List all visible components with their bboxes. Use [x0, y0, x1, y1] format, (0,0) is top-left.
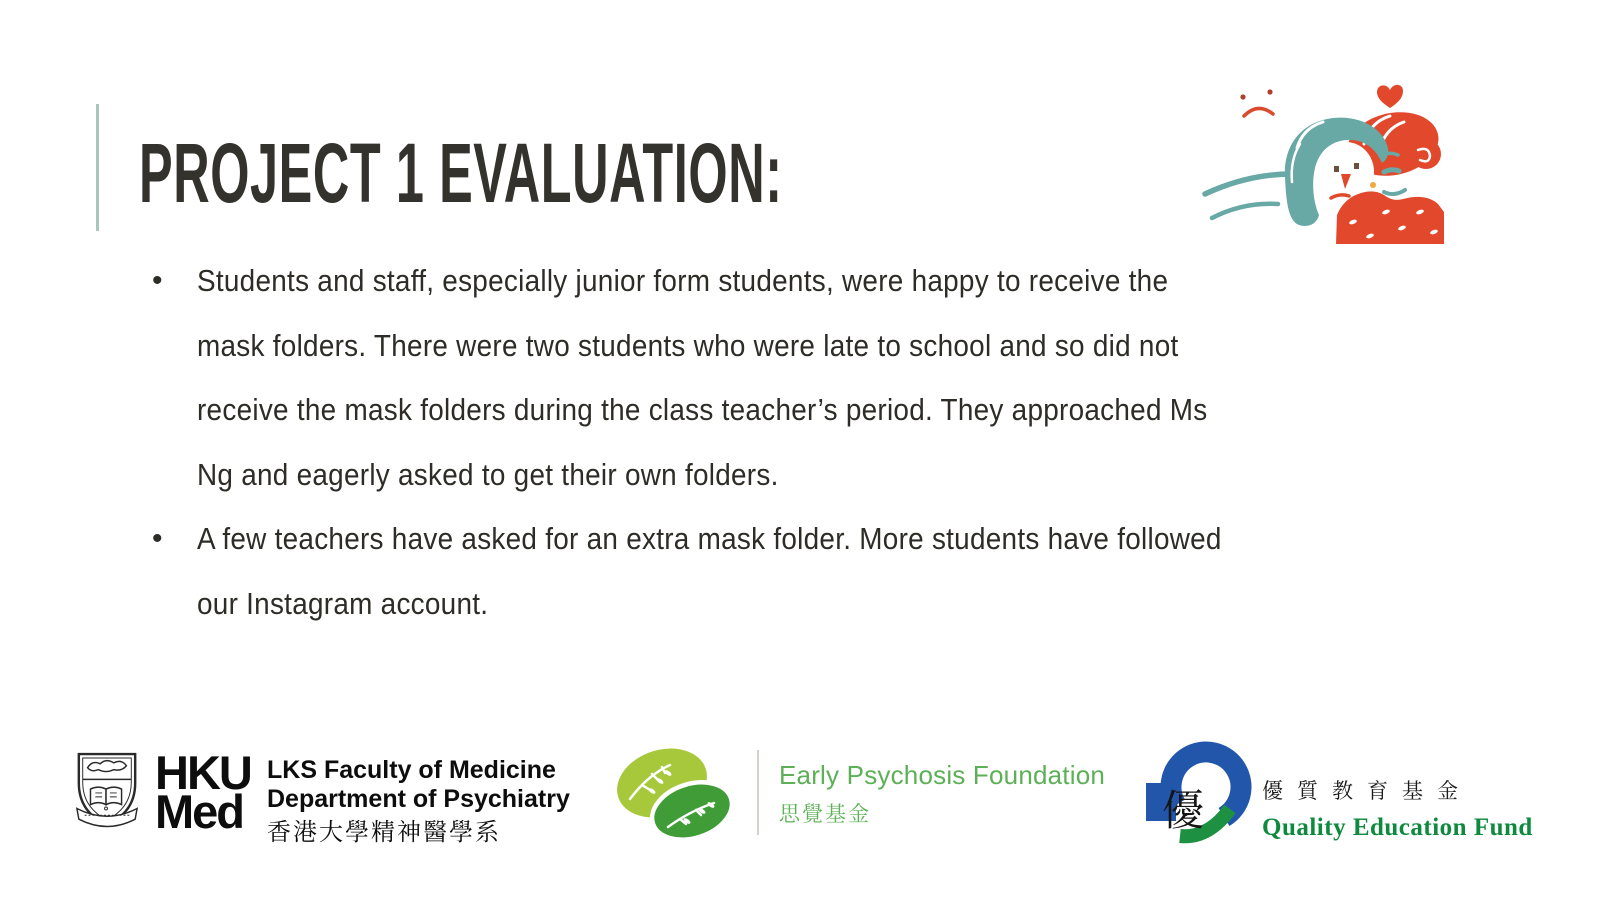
- hku-dept-line1: LKS Faculty of Medicine: [267, 756, 556, 784]
- title-accent-bar: [96, 104, 99, 231]
- bullet-item: [152, 507, 1336, 636]
- qef-name-en: Quality Education Fund: [1262, 814, 1533, 841]
- slide-title: PROJECT 1 EVALUATION:: [139, 126, 783, 220]
- bullet-line: mask folders. There were two students who were late to school and so did not: [197, 327, 1179, 363]
- epf-text-block: [779, 760, 1105, 828]
- epf-brain-icon: [612, 741, 736, 845]
- qef-name-zh: 優質教育基金: [1262, 780, 1472, 803]
- qef-text-block: [1262, 775, 1533, 842]
- bullet-item: [152, 249, 1320, 507]
- qef-logo: [1144, 737, 1260, 849]
- epf-brain-logo: [612, 741, 736, 845]
- friends-illustration: [1188, 52, 1444, 244]
- bullet-line: receive the mask folders during the class teacher’s period. They approached Ms: [197, 392, 1208, 427]
- bullet-marker: •: [152, 264, 163, 297]
- bullet-line: Students and staff, especially junior form students, were happy to receive the: [197, 263, 1169, 298]
- hku-wordmark-line2: Med: [155, 785, 243, 838]
- hku-wordmark: [155, 746, 251, 838]
- bullet-line: A few teachers have asked for an extra mask folder. More students have followed: [197, 521, 1222, 556]
- friends-illustration-icon: [1188, 52, 1444, 244]
- bullet-marker: •: [152, 522, 163, 555]
- hku-crest-icon: [73, 750, 141, 832]
- qef-q-icon: [1144, 737, 1260, 849]
- epf-name-zh: 思覺基金: [779, 803, 871, 826]
- bullet-line: our Instagram account.: [197, 585, 489, 621]
- hku-department-text: [267, 756, 570, 847]
- epf-name-en: Early Psychosis Foundation: [779, 760, 1106, 790]
- svg-text:優: 優: [1162, 789, 1205, 835]
- hku-crest-logo: [73, 750, 141, 832]
- hku-dept-line2: Department of Psychiatry: [267, 785, 570, 813]
- hku-dept-line3: 香港大學精神醫學系: [267, 819, 501, 846]
- bullet-line: Ng and eagerly asked to get their own folders.: [197, 456, 779, 492]
- hku-wordmark-line1: HKU: [155, 746, 251, 799]
- epf-divider: [757, 750, 759, 835]
